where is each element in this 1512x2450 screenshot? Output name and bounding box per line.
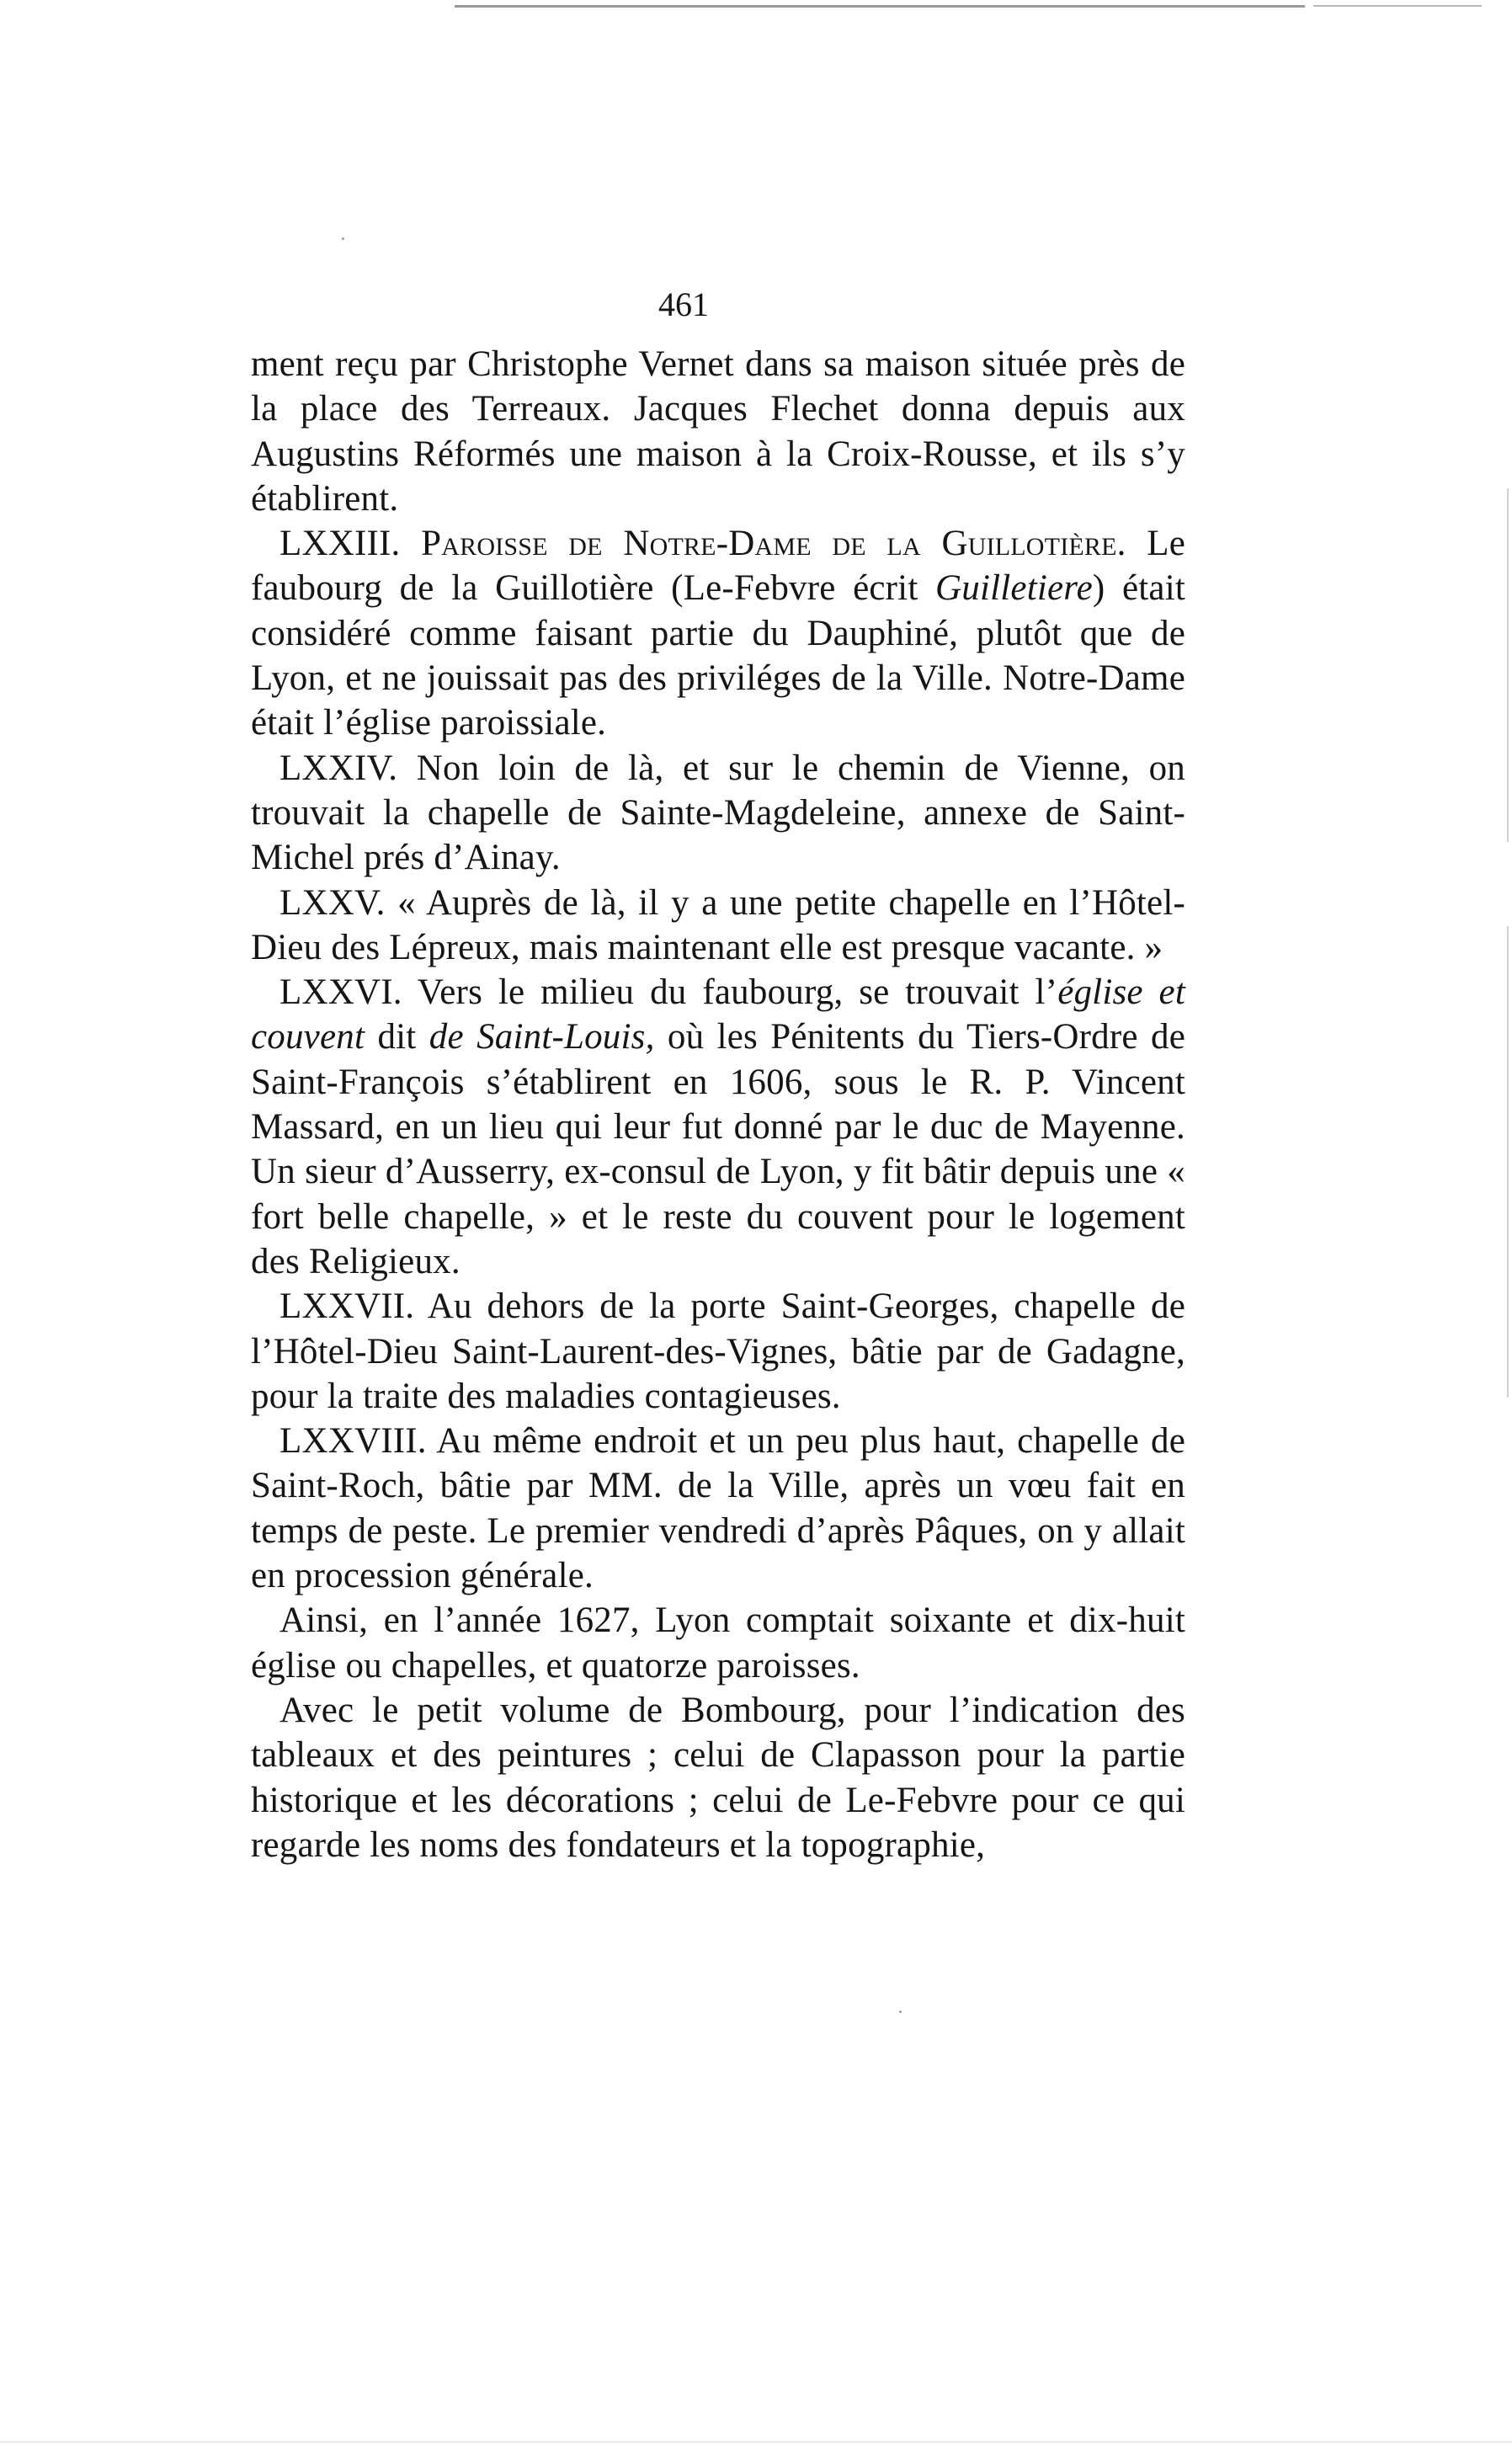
text-run: Ainsi, en l’année 1627, Lyon comptait soixante et dix-huit église ou chapelles, et quatorze paroisses. <box>251 1600 1185 1686</box>
text-run: LXXIV. Non loin de là, et sur le chemin de Vienne, on trouvait la chapelle de Sainte-Magdeleine, annexe de Saint-Michel prés d’Ainay. <box>251 748 1185 878</box>
text-run: ment reçu par Christophe Vernet dans sa maison située près de la place des Terreaux. Jacques Flechet donna depuis aux Augustins Réformés une maison à la Croix-Rousse, et ils s’y établirent. <box>251 344 1185 519</box>
text-run: LXXV. « Auprès de là, il y a une petite chapelle en l’Hôtel-Dieu des Lépreux, mais maintenant elle est presque vacante. » <box>251 882 1185 967</box>
text-run: Paroisse de Notre-Dame de la Guillotière. <box>421 524 1126 564</box>
text-run: de Saint-Louis, <box>429 1017 655 1057</box>
paragraph <box>251 746 1185 881</box>
text-run: LXXVII. Au dehors de la porte Saint-Georges, chapelle de l’Hôtel-Dieu Saint-Laurent-des-Vignes, bâtie par de Gadagne, pour la traite des maladies contagieuses. <box>251 1286 1185 1416</box>
binding-edge-line <box>1507 488 1509 842</box>
top-edge-rule-right <box>1313 5 1482 7</box>
text-run: Guilletiere <box>935 568 1093 609</box>
body-text <box>251 342 1185 1867</box>
paragraph <box>251 1688 1185 1867</box>
text-run: LXXIII. <box>280 524 422 564</box>
text-run: où les Pénitents du Tiers-Ordre de Saint-François s’établirent en 1606, sous le R. P. Vincent Massard, en un lieu qui leur fut donné par le duc de Mayenne. Un sieur d’Ausserry, ex-consul de Lyon, y fit bâtir depuis une « fort belle chapelle, » et le reste du couvent pour le logement des Religieux. <box>251 1017 1185 1281</box>
page-number: 461 <box>658 285 709 323</box>
paragraph <box>251 1419 1185 1598</box>
paragraph <box>251 342 1185 521</box>
paragraph <box>251 1284 1185 1419</box>
paragraph <box>251 1598 1185 1688</box>
text-run: dit <box>365 1017 429 1057</box>
paragraph <box>251 970 1185 1284</box>
binding-edge-line <box>1507 926 1509 1398</box>
text-run: église et couvent <box>251 972 1185 1057</box>
top-edge-rule <box>455 5 1305 8</box>
text-run: ) était considéré comme faisant partie du Dauphiné, plutôt que de Lyon, et ne jouissait pas des priviléges de la Ville. Notre-Dame était l’église paroissiale. <box>251 568 1186 743</box>
paper-speck <box>899 2011 902 2013</box>
text-run: Avec le petit volume de Bombourg, pour l’indication des tableaux et des peintures ; celui de Clapasson pour la partie historique et les décorations ; celui de Le-Febvre pour ce qui regarde les noms des fondateurs et la topographie, <box>251 1690 1185 1865</box>
paragraph <box>251 521 1185 745</box>
text-run: LXXVI. Vers le milieu du faubourg, se trouvait l’ <box>280 972 1058 1013</box>
paper-speck <box>342 237 344 240</box>
paragraph <box>251 881 1185 971</box>
text-run: Le faubourg de la Guillotière (Le-Febvre écrit <box>251 524 1186 609</box>
text-run: LXXVIII. Au même endroit et un peu plus haut, chapelle de Saint-Roch, bâtie par MM. de la Ville, après un vœu fait en temps de peste. Le premier vendredi d’après Pâques, on y allait en procession générale. <box>251 1421 1185 1596</box>
